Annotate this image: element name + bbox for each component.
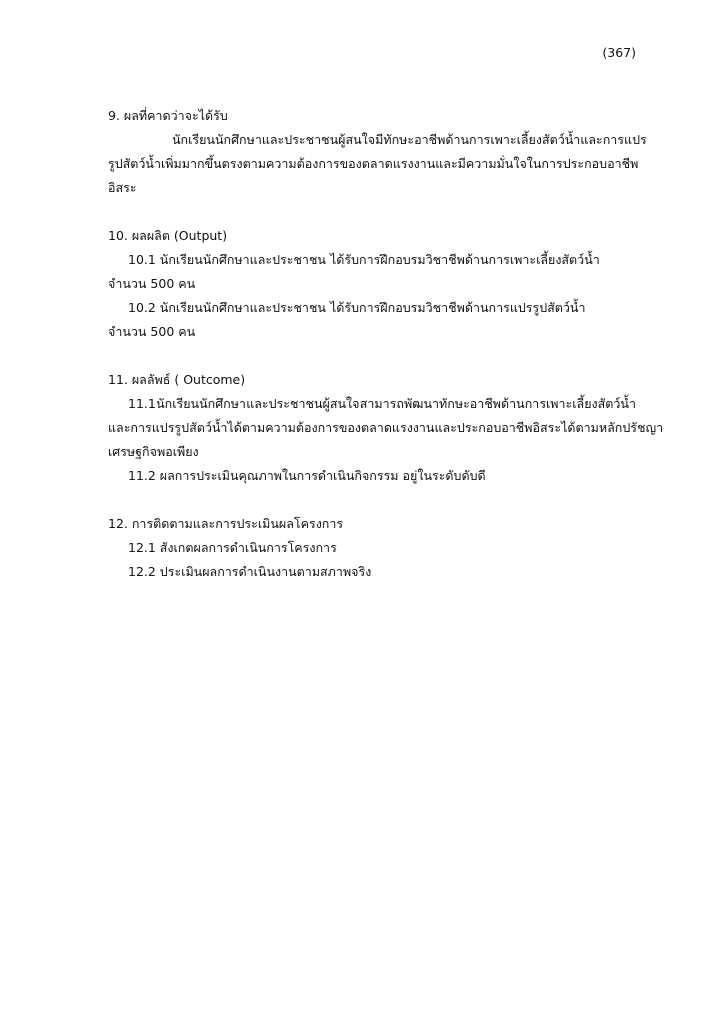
text-segment: 11.1	[128, 396, 156, 411]
text-segment: และประชาชนผู้สนใจ	[246, 396, 360, 411]
text-segment: สามารถพัฒนาทักษะอาชีพด้านการเพาะเลี้ยงสัตว์น้ำ	[359, 396, 636, 411]
section-12-heading: 12. การติดตามและการประเมินผลโครงการ	[108, 516, 344, 531]
section-10-item-2-count: จำนวน 500 คน	[108, 324, 196, 339]
section-10-heading: 10. ผลผลิต (Output)	[108, 228, 228, 243]
text-segment: นักเรียนนักศึกษา	[156, 396, 246, 411]
page-number: (367)	[602, 45, 636, 60]
text-segment: รูปสัตว์น้ำ	[108, 156, 161, 171]
section-10-item-1: 10.1 นักเรียนนักศึกษาและประชาชน ได้รับการฝึกอบรมวิชาชีพด้านการเพาะเลี้ยงสัตว์น้ำ	[128, 252, 600, 267]
section-10-item-1-count: จำนวน 500 คน	[108, 276, 196, 291]
text-segment: และประชาชนผู้สนใจ	[261, 132, 376, 147]
section-11-item-1-line-2: และการแปรรูปสัตว์น้ำได้ตามความต้องการของตลาดแรงงานและประกอบอาชีพอิสระได้ตามหลักปรัชญา	[108, 420, 664, 435]
section-11-item-2: 11.2 ผลการประเมินคุณภาพในการดำเนินกิจกรรม อยู่ในระดับดับดี	[128, 468, 486, 483]
section-9-heading: 9. ผลที่คาดว่าจะได้รับ	[108, 108, 228, 123]
document-body	[108, 104, 664, 584]
section-11-item-1-line-1	[108, 392, 636, 416]
section-11-item-1-line-3: เศรษฐกิจพอเพียง	[108, 444, 199, 459]
text-segment: เพิ่มมากขึ้นตรงตามความต้องการของตลาดแรงงาน	[160, 156, 436, 171]
section-9-paragraph-line-3: อิสระ	[108, 180, 137, 195]
text-segment: และการแปร	[580, 132, 647, 147]
section-12-item-1: 12.1 สังเกตผลการดำเนินการโครงการ	[128, 540, 337, 555]
section-11-heading: 11. ผลลัพธ์ ( Outcome)	[108, 372, 246, 387]
section-12-item-2: 12.2 ประเมินผลการดำเนินงานตามสภาพจริง	[128, 564, 372, 579]
text-segment: มีทักษะอาชีพด้านการเพาะเลี้ยงสัตว์น้ำ	[375, 132, 581, 147]
section-10-item-2: 10.2 นักเรียนนักศึกษาและประชาชน ได้รับการฝึกอบรมวิชาชีพด้านการแปรรูปสัตว์น้ำ	[128, 300, 586, 315]
section-9-paragraph-line-1	[108, 128, 647, 152]
text-segment: นักเรียนนักศึกษา	[172, 132, 262, 147]
text-segment: และมีความมั่นใจในการประกอบอาชีพ	[435, 156, 639, 171]
section-9-paragraph-line-2	[108, 152, 639, 176]
